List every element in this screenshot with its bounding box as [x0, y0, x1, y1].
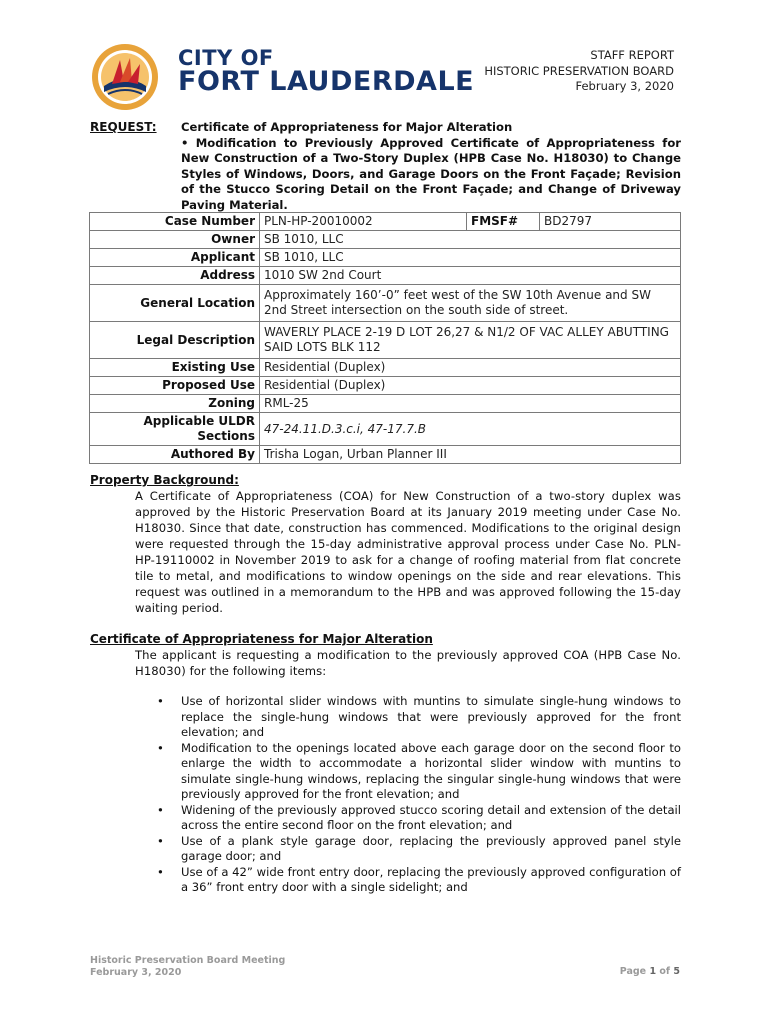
list-item-text: Modification to the openings located above each garage door on the second floor to enlarge the width to accommodate a horizontal slider window with muntins to simulate single-hung windows, replacing the singular single-hung windows that were previously approved for the front elevation; and [181, 740, 681, 801]
general-location-value: Approximately 160’-0” feet west of the SW 10th Avenue and SW 2nd Street intersection on the south side of street. [260, 285, 681, 322]
request-detail: • Modification to Previously Approved Certificate of Appropriateness for New Construction of a Two-Story Duplex (HPB Case No. H18030) to Change Styles of Windows, Doors, and Garage Doors on the Front Façade; Revision of the Stucco Scoring Detail on the Front Façade; and Change of Driveway Paving Material. [181, 135, 681, 212]
logo-city-text: CITY OF [178, 46, 274, 70]
bullet: • [157, 802, 164, 817]
coa-heading: Certificate of Appropriateness for Major Alteration [90, 632, 433, 646]
general-location-label: General Location [90, 285, 260, 322]
uldr-value: 47-24.11.D.3.c.i, 47-17.7.B [260, 413, 681, 446]
applicant-label: Applicant [90, 249, 260, 267]
table-row [90, 359, 681, 377]
city-logo [90, 42, 475, 114]
table-row [90, 395, 681, 413]
bullet: • [157, 694, 164, 708]
report-type: STAFF REPORT [590, 48, 674, 62]
bullet: • [157, 740, 164, 755]
page-number [620, 966, 680, 977]
list-item [157, 802, 681, 834]
table-row [90, 249, 681, 267]
case-info-table [89, 212, 681, 464]
fmsf-label: FMSF# [467, 213, 540, 231]
footer-meeting-info [90, 955, 285, 979]
authored-by-label: Authored By [90, 446, 260, 464]
table-row [90, 231, 681, 249]
list-item-text: Widening of the previously approved stucco scoring detail and extension of the detail across the entire second floor on the front elevation; and [181, 802, 681, 832]
applicant-value: SB 1010, LLC [260, 249, 681, 267]
table-row [90, 322, 681, 359]
property-background-text: A Certificate of Appropriateness (COA) for New Construction of a two-story duplex was approved by the Historic Preservation Board at its January 2019 meeting under Case No. H18030. Since that date, construction has commenced. Modifications to the original design were requested through the 15-day administrative approval process under Case No. PLN-HP-19110002 in November 2019 to ask for a change of roofing material from flat concrete tile to metal, and modifications to window openings on the side and rear elevations. This request was outlined in a memorandum to the HPB and was approved following the 15-day waiting period. [135, 489, 681, 615]
list-item [157, 864, 681, 896]
case-number-value: PLN-HP-20010002 [260, 213, 467, 231]
table-row [90, 213, 681, 231]
board-name: HISTORIC PRESERVATION BOARD [484, 63, 674, 78]
address-label: Address [90, 267, 260, 285]
request-title: Certificate of Appropriateness for Major Alteration [181, 120, 513, 134]
bullet: • [157, 864, 164, 879]
list-item-text: Use of a 42” wide front entry door, replacing the previously approved configuration of a 36” front entry door with a single sidelight; and [181, 864, 681, 894]
list-item-text: Use of a plank style garage door, replacing the previously approved panel style garage door; and [181, 833, 681, 863]
legal-description-value: WAVERLY PLACE 2-19 D LOT 26,27 & N1/2 OF VAC ALLEY ABUTTING SAID LOTS BLK 112 [260, 322, 681, 359]
uldr-label: Applicable ULDR Sections [90, 413, 260, 446]
list-item-text: Use of horizontal slider windows with muntins to simulate single-hung windows to replace the single-hung windows that were previously approved for the front elevation; and [181, 694, 681, 739]
existing-use-value: Residential (Duplex) [260, 359, 681, 377]
modification-list [157, 694, 681, 896]
existing-use-label: Existing Use [90, 359, 260, 377]
page-prefix: Page [619, 966, 647, 977]
fmsf-value: BD2797 [540, 213, 681, 231]
request-body [181, 120, 681, 213]
case-number-label: Case Number [90, 213, 260, 231]
request-label: REQUEST: [90, 120, 157, 134]
coa-intro: The applicant is requesting a modification to the previously approved COA (HPB Case No. H18030) for the following items: [135, 648, 681, 678]
footer-date: February 3, 2020 [90, 967, 182, 978]
address-value: 1010 SW 2nd Court [260, 267, 681, 285]
list-item [157, 833, 681, 865]
list-item [157, 740, 681, 803]
table-row [90, 446, 681, 464]
zoning-label: Zoning [90, 395, 260, 413]
table-row [90, 285, 681, 322]
authored-by-value: Trisha Logan, Urban Planner III [260, 446, 681, 464]
page-total: 5 [673, 966, 680, 977]
table-row [90, 377, 681, 395]
report-header-block [484, 48, 674, 95]
table-row [90, 267, 681, 285]
proposed-use-label: Proposed Use [90, 377, 260, 395]
property-background-heading: Property Background: [90, 473, 239, 487]
city-seal-icon [90, 42, 160, 112]
page-current: 1 [649, 966, 657, 977]
page-of: of [659, 966, 671, 977]
legal-description-label: Legal Description [90, 322, 260, 359]
owner-value: SB 1010, LLC [260, 231, 681, 249]
logo-name-text: FORT LAUDERDALE [178, 66, 475, 97]
proposed-use-value: Residential (Duplex) [260, 377, 681, 395]
owner-label: Owner [90, 231, 260, 249]
list-item [157, 694, 681, 741]
footer-meeting: Historic Preservation Board Meeting [90, 955, 286, 966]
zoning-value: RML-25 [260, 395, 681, 413]
bullet: • [157, 833, 164, 848]
report-date: February 3, 2020 [575, 79, 674, 93]
table-row [90, 413, 681, 446]
